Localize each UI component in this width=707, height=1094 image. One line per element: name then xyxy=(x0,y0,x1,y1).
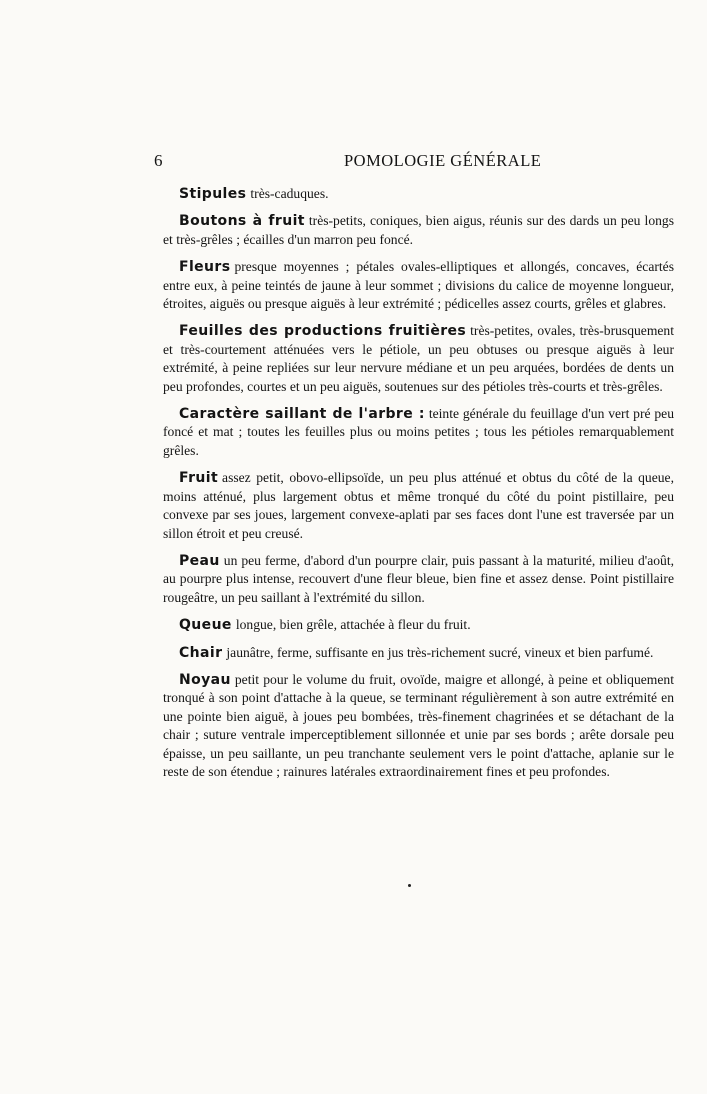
entry-text: assez petit, obovo-ellipsoïde, un peu plus atténué et obtus du côté de la queue, moins atténué, plus largement obtus et même tronqué du côté du point pistillaire, peu convexe par ses joues, largement convexe-aplati par ses faces dont l'une est traversée par un sillon étroit et peu creusé. xyxy=(163,470,674,541)
entry-term: Queue xyxy=(179,617,232,634)
entry-term: Chair xyxy=(179,644,223,661)
entry-text: très-caduques. xyxy=(250,186,329,201)
entry-stipules xyxy=(163,185,674,203)
entry-term: Peau xyxy=(179,552,220,569)
entry-text: très-petites, ovales, très-brusquement et très-courtement atténuées vers le pétiole, un peu obtuses ou presque aiguës à leur extrémité, à peine repliées sur leur nervure médiane et un peu arquées, bordées de dents un peu profondes, courtes et un peu aiguës, soutenues sur des pétioles très-courts et très-grêles. xyxy=(163,323,675,394)
entry-term: Noyau xyxy=(179,671,231,688)
ink-speck xyxy=(408,884,411,887)
entry-peau xyxy=(163,552,674,607)
entry-boutons-a-fruit xyxy=(163,212,674,249)
entry-feuilles xyxy=(163,322,674,396)
page-header xyxy=(154,151,674,175)
entry-caractere-saillant xyxy=(163,405,674,460)
entry-queue xyxy=(163,616,674,634)
entry-text: jaunâtre, ferme, suffisante en jus très-richement sucré, vineux et bien parfumé. xyxy=(226,644,654,660)
running-head: POMOLOGIE GÉNÉRALE xyxy=(344,151,542,170)
page-number: 6 xyxy=(154,151,163,170)
entry-text: très-petits, coniques, bien aigus, réunis sur des dards un peu longs et très-grêles ; écailles d'un marron peu foncé. xyxy=(163,213,674,247)
entry-term: Boutons à fruit xyxy=(179,213,305,230)
entry-text: presque moyennes ; pétales ovales-elliptiques et allongés, concaves, écartés entre eux, à peine teintés de jaune à leur sommet ; divisions du calice de moyenne longueur, étroites, aiguës ou presque aiguës à leur extrémité ; pédicelles assez courts, grêles et glabres. xyxy=(163,259,674,312)
entry-noyau xyxy=(163,671,674,781)
entry-text: teinte générale du feuillage d'un vert pré peu foncé et mat ; toutes les feuilles plus ou moins petites ; tous les pétioles remarquablement grêles. xyxy=(163,406,674,458)
entry-term: Fleurs xyxy=(179,259,231,276)
main-text xyxy=(163,185,674,790)
entry-term: Caractère saillant de l'arbre : xyxy=(179,406,425,423)
entry-chair xyxy=(163,644,674,662)
entry-term: Feuilles des productions fruitières xyxy=(179,323,467,340)
entry-fleurs xyxy=(163,258,674,313)
entry-term: Stipules xyxy=(179,186,247,202)
entry-text: longue, bien grêle, attachée à fleur du fruit. xyxy=(235,617,471,633)
entry-term: Fruit xyxy=(179,470,219,487)
entry-text: petit pour le volume du fruit, ovoïde, maigre et allongé, à peine et obliquement tronqué à son point d'attache à la queue, se terminant régulièrement à son autre extrémité en une pointe bien aiguë, à joues peu bombées, très-finement chagrinées et se détachant de la chair ; suture ventrale imperceptiblement sillonnée et unie par ses bords ; arête dorsale peu épaisse, un peu saillante, un peu tranchante seulement vers le point d'attache, aplanie sur le reste de son étendue ; rainures latérales extraordinairement fines et peu profondes. xyxy=(163,671,674,779)
entry-fruit xyxy=(163,469,674,543)
entry-text: un peu ferme, d'abord d'un pourpre clair, puis passant à la maturité, milieu d'août, au pourpre plus intense, recouvert d'une fleur bleue, bien fine et assez dense. Point pistillaire rougeâtre, un peu saillant à l'extrémité du sillon. xyxy=(163,552,674,605)
